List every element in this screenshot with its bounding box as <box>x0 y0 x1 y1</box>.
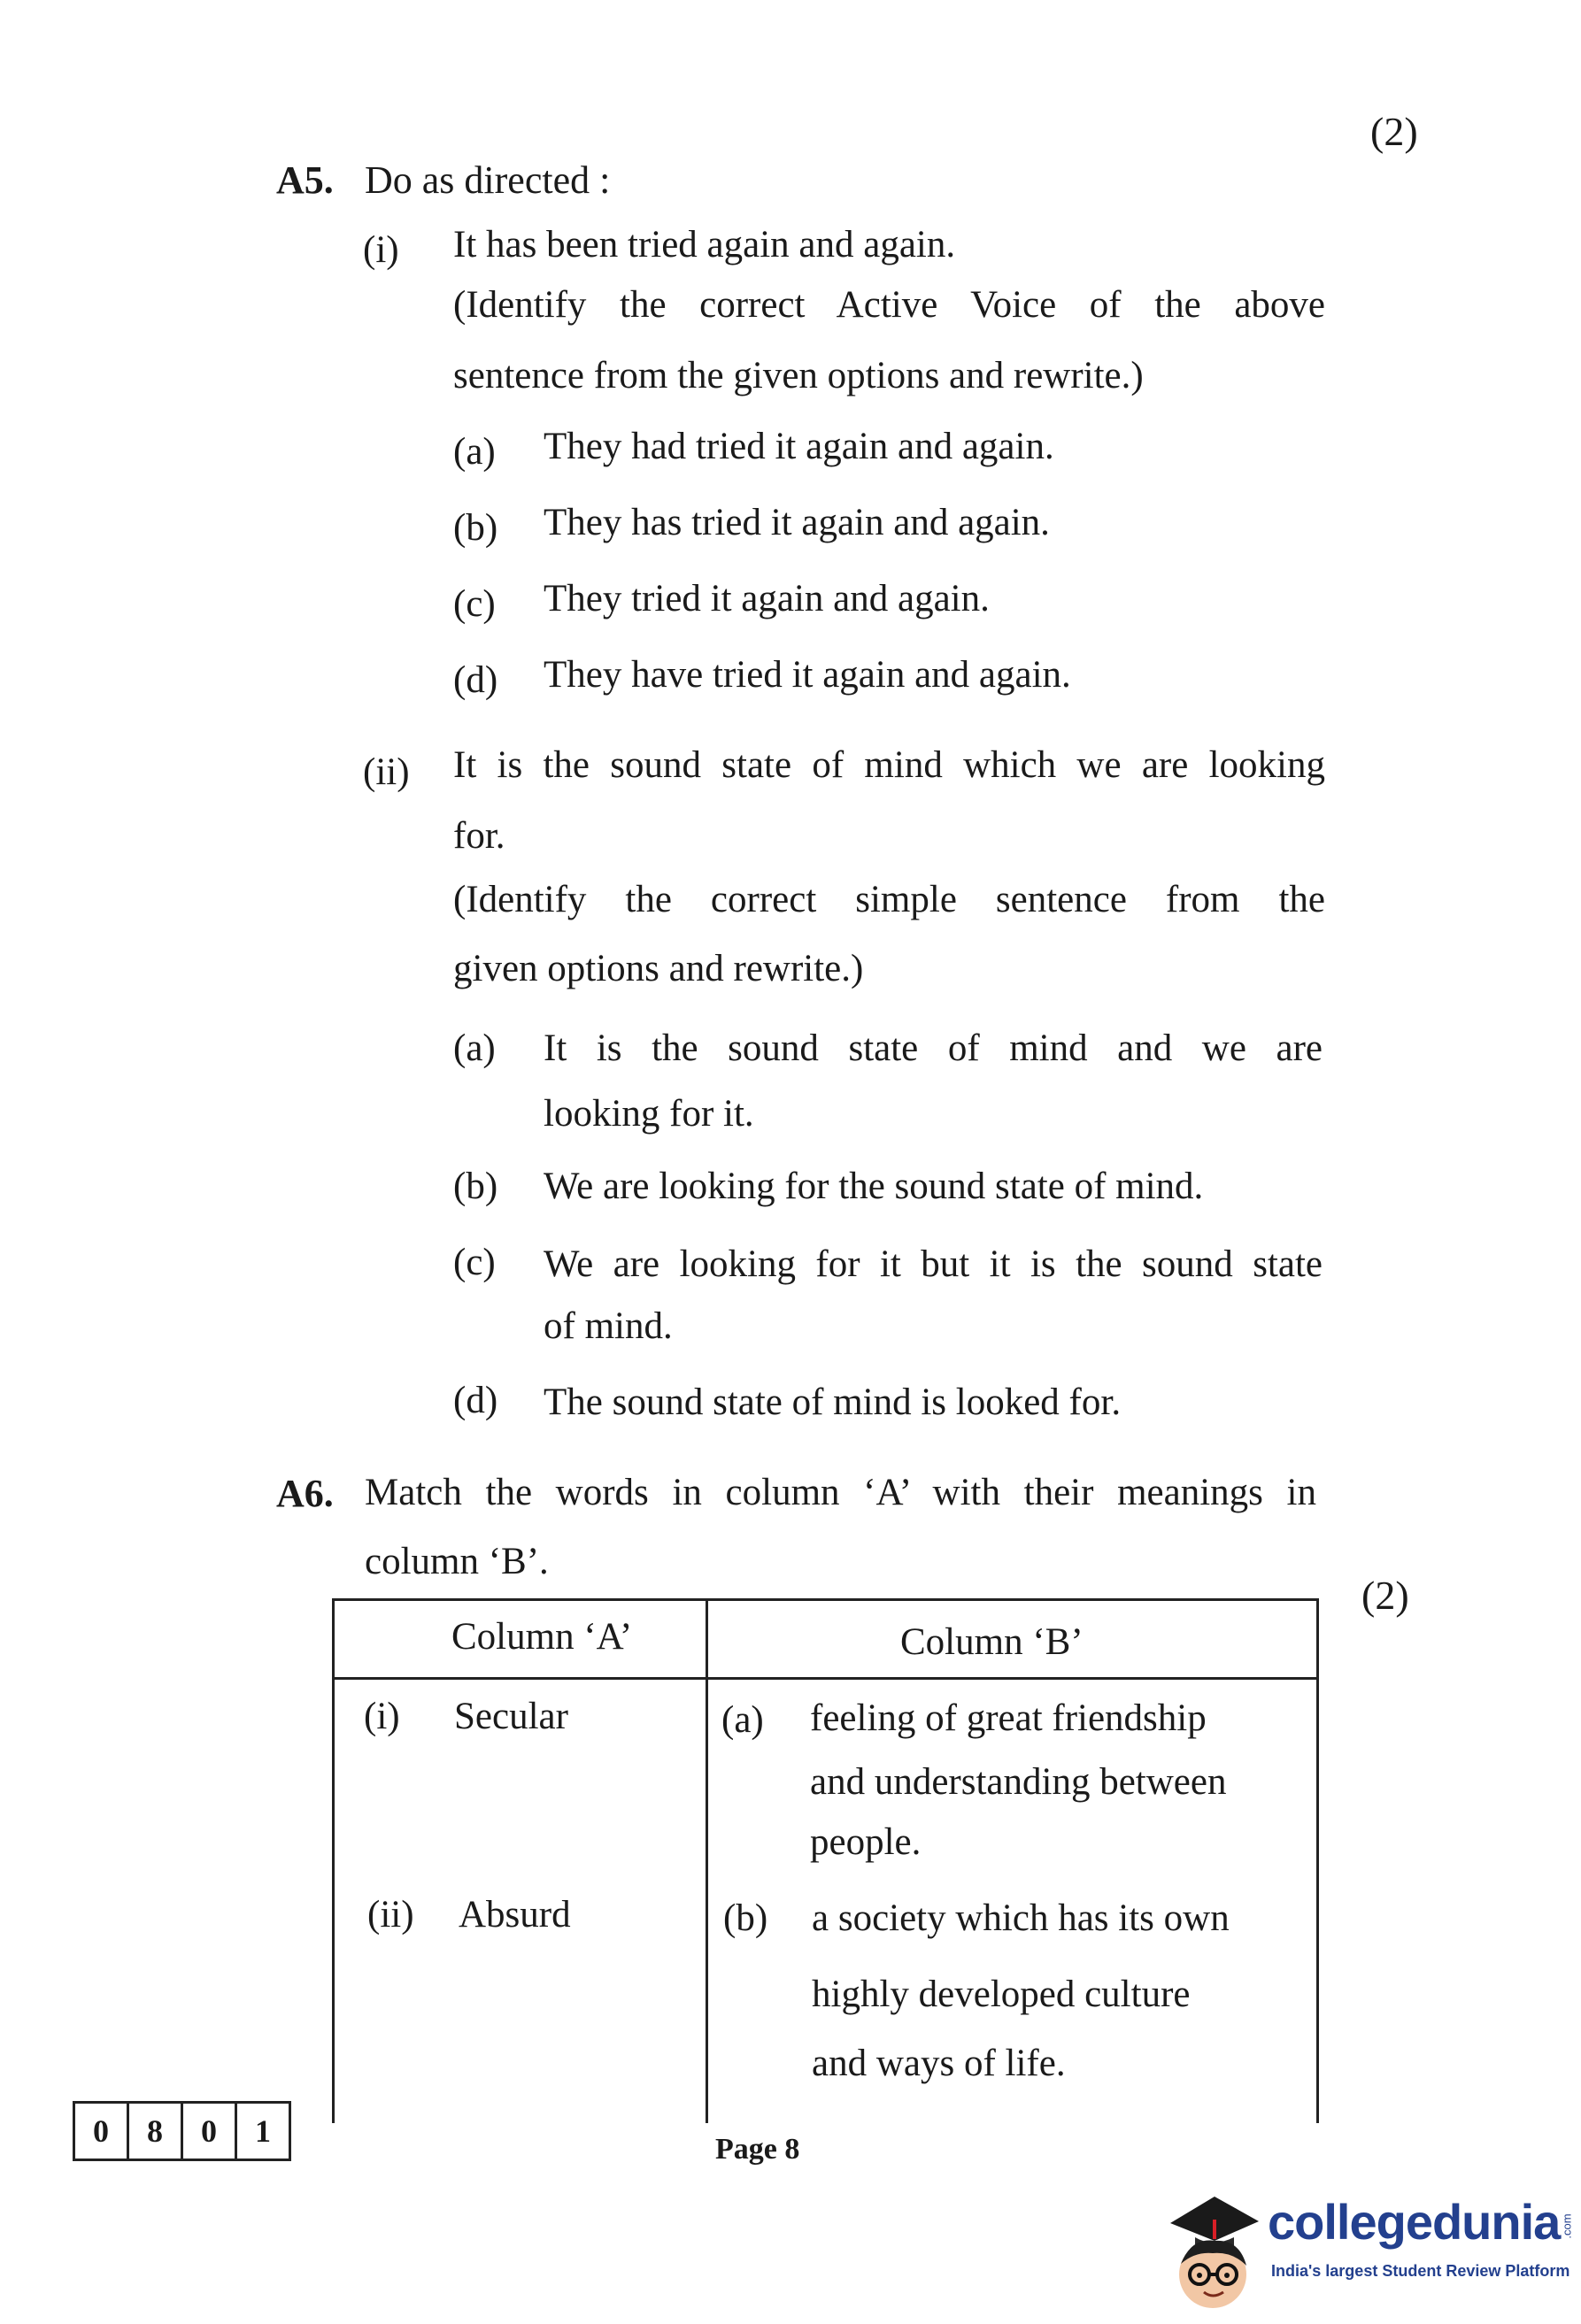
column-a-label: (ii) <box>367 1894 414 1935</box>
paper-code-digit: 0 <box>183 2104 237 2159</box>
subq-number-ii: (ii) <box>363 751 410 793</box>
subq-ii-instruction-line2: given options and rewrite.) <box>453 948 864 989</box>
brand-suffix: .com <box>1560 2213 1574 2239</box>
column-b-label: (b) <box>723 1897 768 1939</box>
option-text: They tried it again and again. <box>544 578 990 619</box>
question-title-a5: Do as directed : <box>365 158 611 202</box>
question-number-a6: A6. <box>276 1472 334 1515</box>
column-b-meaning-line: people. <box>810 1821 922 1863</box>
option-label: (b) <box>453 507 498 549</box>
question-title-a6-line1: Match the words in column ‘A’ with their meanings in <box>365 1472 1316 1513</box>
subq-ii-sentence-line1: It is the sound state of mind which we are looking <box>453 744 1325 786</box>
option-text-cont: looking for it. <box>544 1093 754 1135</box>
mascot-icon <box>1160 2186 1264 2319</box>
paper-code-digit: 1 <box>255 2113 271 2149</box>
brand-tagline: India's largest Student Review Platform <box>1271 2262 1570 2280</box>
subq-i-instruction-line1: (Identify the correct Active Voice of the above <box>453 284 1325 326</box>
subq-ii-sentence-line2: for. <box>453 815 505 857</box>
option-text-cont: of mind. <box>544 1305 673 1347</box>
paper-code <box>73 2101 291 2161</box>
option-label: (c) <box>453 583 496 625</box>
brand-logo <box>1160 2186 1576 2319</box>
option-label: (d) <box>453 1380 498 1421</box>
option-text: We are looking for the sound state of mind. <box>544 1166 1204 1207</box>
column-a-word: Absurd <box>459 1894 571 1935</box>
question-title-a6-line2: column ‘B’. <box>365 1541 549 1582</box>
brand-name: collegedunia <box>1268 2194 1561 2250</box>
option-label: (a) <box>453 1027 496 1069</box>
option-text: They has tried it again and again. <box>544 502 1050 543</box>
option-label: (a) <box>453 431 496 473</box>
paper-code-digit: 8 <box>129 2104 183 2159</box>
marks-a6: (2) <box>1361 1573 1409 1618</box>
option-text: The sound state of mind is looked for. <box>544 1381 1122 1423</box>
column-a-word: Secular <box>454 1696 568 1737</box>
page-number: Page 8 <box>715 2133 800 2166</box>
column-b-meaning-line: and ways of life. <box>812 2043 1066 2084</box>
option-text: They have tried it again and again. <box>544 654 1071 696</box>
option-text: We are looking for it but it is the sound state <box>544 1243 1323 1285</box>
column-a-header: Column ‘A’ <box>451 1616 633 1658</box>
question-number-a5: A5. <box>276 158 334 202</box>
table-header-divider <box>332 1677 1319 1680</box>
column-b-meaning-line: highly developed culture <box>812 1974 1191 2015</box>
option-label: (c) <box>453 1242 496 1283</box>
option-text: They had tried it again and again. <box>544 426 1054 467</box>
column-b-header: Column ‘B’ <box>900 1621 1084 1663</box>
option-label: (d) <box>453 659 498 701</box>
marks-a5: (2) <box>1370 109 1418 154</box>
option-label: (b) <box>453 1166 498 1207</box>
subq-number-i: (i) <box>363 229 399 271</box>
column-a-label: (i) <box>364 1696 400 1737</box>
column-b-label: (a) <box>721 1699 764 1741</box>
paper-code-digit: 0 <box>75 2104 129 2159</box>
column-b-meaning-line: a society which has its own <box>812 1897 1230 1939</box>
option-text: It is the sound state of mind and we are <box>544 1027 1323 1069</box>
match-table <box>332 1598 1319 2123</box>
column-b-meaning-line: feeling of great friendship <box>810 1697 1207 1739</box>
subq-i-sentence: It has been tried again and again. <box>453 224 956 265</box>
column-b-meaning-line: and understanding between <box>810 1761 1227 1803</box>
subq-ii-instruction-line1: (Identify the correct simple sentence from the <box>453 879 1325 920</box>
subq-i-instruction-line2: sentence from the given options and rewrite.) <box>453 355 1144 396</box>
